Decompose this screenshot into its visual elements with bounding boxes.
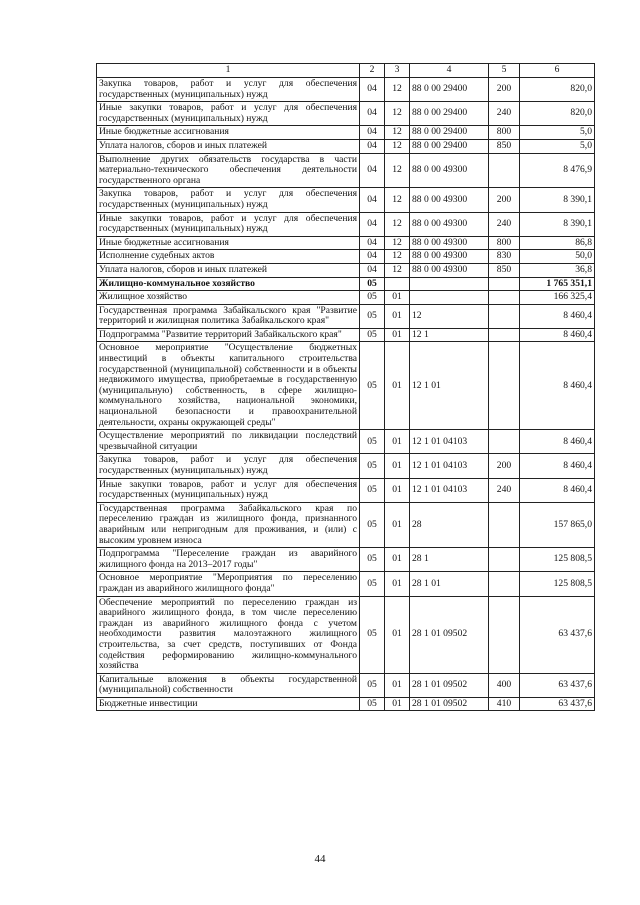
table-row: [97, 78, 595, 102]
cell-target-article: 88 0 00 49300: [410, 263, 489, 277]
cell-section: 04: [360, 188, 385, 212]
table-row: [97, 673, 595, 697]
cell-section: 04: [360, 212, 385, 236]
cell-expense-type: [489, 572, 520, 596]
cell-subsection: 12: [385, 78, 410, 102]
table-row: [97, 502, 595, 547]
table-row: [97, 263, 595, 277]
cell-item-name: Осуществление мероприятий по ликвидации последствий чрезвычайной ситуации: [97, 430, 360, 454]
cell-amount: 8 460,4: [520, 478, 595, 502]
cell-expense-type: [489, 342, 520, 430]
header-col-3: 3: [385, 64, 410, 78]
table-row: [97, 212, 595, 236]
cell-item-name: Основное мероприятие "Мероприятия по переселению граждан из аварийного жилищного фонда": [97, 572, 360, 596]
cell-target-article: 28 1 01: [410, 572, 489, 596]
cell-target-article: 88 0 00 49300: [410, 212, 489, 236]
table-row: [97, 153, 595, 188]
cell-amount: 166 325,4: [520, 291, 595, 305]
table-row: [97, 342, 595, 430]
cell-item-name: Жилищно-коммунальное хозяйство: [97, 277, 360, 291]
header-col-2: 2: [360, 64, 385, 78]
cell-item-name: Капитальные вложения в объекты государственной (муниципальной) собственности: [97, 673, 360, 697]
cell-section: 05: [360, 277, 385, 291]
cell-item-name: Государственная программа Забайкальского края по переселению граждан из жилищного фонда, признанного аварийным или непригодным для проживания, и (или) с высоким уровнем износа: [97, 502, 360, 547]
table-row: [97, 139, 595, 153]
cell-section: 04: [360, 126, 385, 140]
cell-target-article: [410, 277, 489, 291]
cell-amount: 8 460,4: [520, 454, 595, 478]
cell-item-name: Иные закупки товаров, работ и услуг для обеспечения государственных (муниципальных) нужд: [97, 102, 360, 126]
cell-section: 05: [360, 430, 385, 454]
cell-expense-type: 800: [489, 126, 520, 140]
cell-subsection: 12: [385, 212, 410, 236]
cell-subsection: 12: [385, 126, 410, 140]
cell-item-name: Уплата налогов, сборов и иных платежей: [97, 139, 360, 153]
table-row: [97, 126, 595, 140]
cell-item-name: Иные закупки товаров, работ и услуг для обеспечения государственных (муниципальных) нужд: [97, 478, 360, 502]
cell-expense-type: 400: [489, 673, 520, 697]
cell-section: 05: [360, 673, 385, 697]
cell-section: 05: [360, 478, 385, 502]
table-header-row: [97, 64, 595, 78]
cell-section: 05: [360, 548, 385, 572]
cell-section: 04: [360, 102, 385, 126]
cell-subsection: 12: [385, 139, 410, 153]
header-col-5: 5: [489, 64, 520, 78]
cell-amount: 8 460,4: [520, 304, 595, 328]
cell-target-article: 28 1: [410, 548, 489, 572]
cell-item-name: Подпрограмма "Переселение граждан из аварийного жилищного фонда на 2013–2017 годы": [97, 548, 360, 572]
cell-target-article: 28 1 01 09502: [410, 596, 489, 673]
cell-expense-type: 410: [489, 697, 520, 711]
cell-section: 05: [360, 596, 385, 673]
cell-expense-type: [489, 548, 520, 572]
cell-item-name: Закупка товаров, работ и услуг для обеспечения государственных (муниципальных) нужд: [97, 188, 360, 212]
cell-section: 05: [360, 291, 385, 305]
table-row: [97, 430, 595, 454]
cell-item-name: Бюджетные инвестиции: [97, 697, 360, 711]
cell-section: 05: [360, 502, 385, 547]
cell-amount: 8 390,1: [520, 188, 595, 212]
cell-subsection: 01: [385, 304, 410, 328]
table-row: [97, 454, 595, 478]
cell-section: 04: [360, 236, 385, 250]
cell-amount: 5,0: [520, 139, 595, 153]
cell-subsection: 01: [385, 478, 410, 502]
cell-section: 05: [360, 454, 385, 478]
page-number: 44: [314, 853, 326, 865]
cell-expense-type: [489, 277, 520, 291]
cell-amount: 8 390,1: [520, 212, 595, 236]
cell-target-article: 28 1 01 09502: [410, 697, 489, 711]
cell-section: 05: [360, 304, 385, 328]
cell-target-article: 12 1 01 04103: [410, 430, 489, 454]
cell-expense-type: 240: [489, 478, 520, 502]
table-row: [97, 188, 595, 212]
cell-amount: 125 808,5: [520, 572, 595, 596]
cell-amount: 50,0: [520, 250, 595, 264]
cell-target-article: 88 0 00 49300: [410, 153, 489, 188]
cell-target-article: 88 0 00 29400: [410, 126, 489, 140]
cell-item-name: Закупка товаров, работ и услуг для обеспечения государственных (муниципальных) нужд: [97, 454, 360, 478]
cell-subsection: 12: [385, 236, 410, 250]
cell-expense-type: 850: [489, 263, 520, 277]
cell-subsection: 01: [385, 342, 410, 430]
table-row: [97, 572, 595, 596]
table-row: [97, 250, 595, 264]
cell-target-article: 28: [410, 502, 489, 547]
table-row: [97, 277, 595, 291]
cell-section: 05: [360, 697, 385, 711]
cell-expense-type: [489, 291, 520, 305]
table-row: [97, 548, 595, 572]
cell-target-article: 12 1 01: [410, 342, 489, 430]
cell-amount: 820,0: [520, 102, 595, 126]
cell-target-article: 28 1 01 09502: [410, 673, 489, 697]
cell-expense-type: 830: [489, 250, 520, 264]
cell-item-name: Закупка товаров, работ и услуг для обеспечения государственных (муниципальных) нужд: [97, 78, 360, 102]
header-col-6: 6: [520, 64, 595, 78]
cell-expense-type: [489, 304, 520, 328]
cell-expense-type: [489, 328, 520, 342]
cell-subsection: 01: [385, 291, 410, 305]
cell-subsection: 01: [385, 502, 410, 547]
cell-item-name: Обеспечение мероприятий по переселению граждан из аварийного жилищного фонда, в том числе переселению граждан из аварийного жилищного фонда с учетом необходимости развития малоэтажного жилищного строительства, за счет средств, поступивших от Фонда содействия реформированию жилищно-коммунального хозяйства: [97, 596, 360, 673]
cell-subsection: 01: [385, 328, 410, 342]
table-row: [97, 328, 595, 342]
cell-amount: 8 460,4: [520, 430, 595, 454]
cell-expense-type: 200: [489, 78, 520, 102]
cell-subsection: 12: [385, 188, 410, 212]
cell-item-name: Иные бюджетные ассигнования: [97, 236, 360, 250]
cell-section: 05: [360, 572, 385, 596]
cell-subsection: 01: [385, 596, 410, 673]
cell-item-name: Иные закупки товаров, работ и услуг для обеспечения государственных (муниципальных) нужд: [97, 212, 360, 236]
cell-section: 05: [360, 328, 385, 342]
cell-target-article: 88 0 00 29400: [410, 78, 489, 102]
cell-amount: 63 437,6: [520, 596, 595, 673]
cell-subsection: 01: [385, 548, 410, 572]
cell-subsection: 12: [385, 250, 410, 264]
table-row: [97, 304, 595, 328]
cell-amount: 1 765 351,1: [520, 277, 595, 291]
cell-amount: 8 460,4: [520, 328, 595, 342]
cell-target-article: 12 1 01 04103: [410, 478, 489, 502]
cell-expense-type: [489, 596, 520, 673]
cell-section: 04: [360, 139, 385, 153]
cell-item-name: Иные бюджетные ассигнования: [97, 126, 360, 140]
cell-item-name: Основное мероприятие "Осуществление бюджетных инвестиций в объекты капитального строительства государственной (муниципальной) собственности и в объекты недвижимого имущества, приобретаемые в государственную (муниципальную) собственность, в сфере жилищно-коммунального хозяйства, национальной экономики, национальной безопасности и правоохранительной деятельности, охраны окружающей среды": [97, 342, 360, 430]
cell-item-name: Уплата налогов, сборов и иных платежей: [97, 263, 360, 277]
cell-target-article: 12: [410, 304, 489, 328]
table-row: [97, 478, 595, 502]
cell-amount: 8 476,9: [520, 153, 595, 188]
cell-subsection: [385, 277, 410, 291]
cell-subsection: 01: [385, 572, 410, 596]
cell-expense-type: 200: [489, 188, 520, 212]
cell-subsection: 12: [385, 263, 410, 277]
cell-subsection: 12: [385, 153, 410, 188]
cell-target-article: [410, 291, 489, 305]
budget-table-body: [97, 64, 595, 711]
cell-amount: 36,8: [520, 263, 595, 277]
cell-amount: 63 437,6: [520, 673, 595, 697]
cell-subsection: 01: [385, 673, 410, 697]
cell-section: 04: [360, 250, 385, 264]
cell-expense-type: 240: [489, 212, 520, 236]
cell-expense-type: 800: [489, 236, 520, 250]
cell-subsection: 01: [385, 430, 410, 454]
cell-target-article: 88 0 00 29400: [410, 102, 489, 126]
cell-subsection: 01: [385, 697, 410, 711]
table-row: [97, 596, 595, 673]
cell-target-article: 12 1 01 04103: [410, 454, 489, 478]
header-col-4: 4: [410, 64, 489, 78]
cell-subsection: 01: [385, 454, 410, 478]
cell-section: 04: [360, 78, 385, 102]
cell-amount: 8 460,4: [520, 342, 595, 430]
cell-amount: 157 865,0: [520, 502, 595, 547]
cell-expense-type: 200: [489, 454, 520, 478]
cell-amount: 86,8: [520, 236, 595, 250]
budget-table-container: [96, 63, 594, 711]
cell-section: 05: [360, 342, 385, 430]
cell-expense-type: [489, 502, 520, 547]
table-row: [97, 697, 595, 711]
cell-expense-type: [489, 430, 520, 454]
budget-table: [96, 63, 595, 711]
cell-item-name: Государственная программа Забайкальского края "Развитие территорий и жилищная политика Забайкальского края": [97, 304, 360, 328]
cell-target-article: 88 0 00 29400: [410, 139, 489, 153]
cell-item-name: Исполнение судебных актов: [97, 250, 360, 264]
cell-expense-type: 240: [489, 102, 520, 126]
cell-expense-type: [489, 153, 520, 188]
table-row: [97, 291, 595, 305]
cell-subsection: 12: [385, 102, 410, 126]
cell-amount: 125 808,5: [520, 548, 595, 572]
cell-section: 04: [360, 263, 385, 277]
cell-expense-type: 850: [489, 139, 520, 153]
cell-section: 04: [360, 153, 385, 188]
cell-amount: 63 437,6: [520, 697, 595, 711]
header-col-1: 1: [97, 64, 360, 78]
cell-item-name: Жилищное хозяйство: [97, 291, 360, 305]
table-row: [97, 236, 595, 250]
cell-target-article: 88 0 00 49300: [410, 250, 489, 264]
cell-item-name: Выполнение других обязательств государства в части материально-технического обеспечения деятельности государственного органа: [97, 153, 360, 188]
cell-target-article: 88 0 00 49300: [410, 188, 489, 212]
cell-amount: 820,0: [520, 78, 595, 102]
cell-amount: 5,0: [520, 126, 595, 140]
cell-item-name: Подпрограмма "Развитие территорий Забайкальского края": [97, 328, 360, 342]
cell-target-article: 88 0 00 49300: [410, 236, 489, 250]
cell-target-article: 12 1: [410, 328, 489, 342]
table-row: [97, 102, 595, 126]
